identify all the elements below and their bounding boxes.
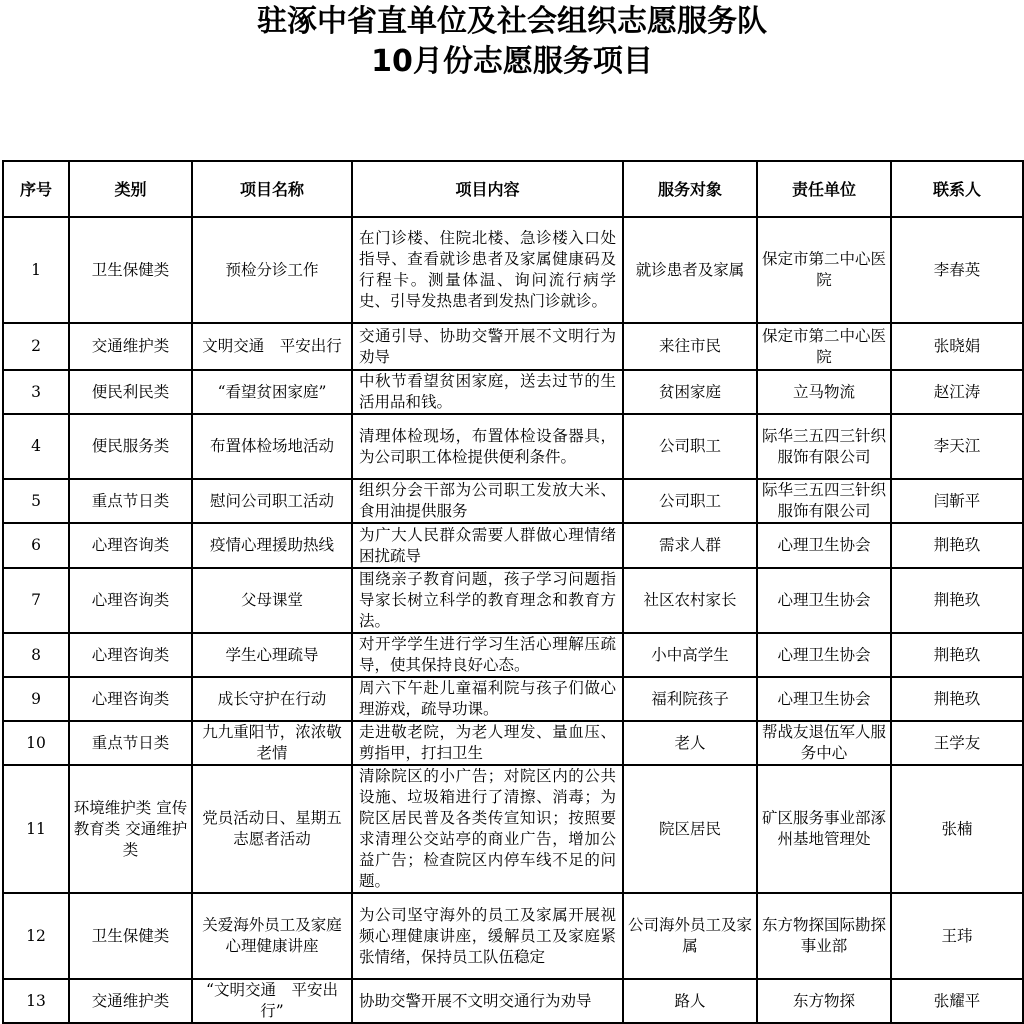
cell-service-target: 需求人群 xyxy=(623,523,757,568)
cell-category: 环境维护类 宣传教育类 交通维护类 xyxy=(69,765,192,893)
cell-no: 4 xyxy=(3,414,69,479)
cell-no: 1 xyxy=(3,217,69,323)
volunteer-projects-table xyxy=(2,160,1024,1024)
table-row xyxy=(3,721,1023,765)
cell-responsible-unit: 心理卫生协会 xyxy=(757,568,891,633)
cell-service-target: 路人 xyxy=(623,979,757,1023)
cell-project-name: 预检分诊工作 xyxy=(192,217,352,323)
cell-contact: 张晓娟 xyxy=(891,323,1023,370)
cell-no: 13 xyxy=(3,979,69,1023)
cell-contact: 李天江 xyxy=(891,414,1023,479)
cell-project-name: 党员活动日、星期五志愿者活动 xyxy=(192,765,352,893)
cell-contact: 荆艳玖 xyxy=(891,677,1023,721)
cell-no: 8 xyxy=(3,633,69,677)
cell-responsible-unit: 保定市第二中心医院 xyxy=(757,217,891,323)
cell-project-name: 学生心理疏导 xyxy=(192,633,352,677)
table-row xyxy=(3,370,1023,414)
cell-service-target: 社区农村家长 xyxy=(623,568,757,633)
cell-project-content: 走进敬老院，为老人理发、量血压、剪指甲，打扫卫生 xyxy=(352,721,623,765)
cell-contact: 李春英 xyxy=(891,217,1023,323)
header-project-name: 项目名称 xyxy=(192,161,352,217)
cell-service-target: 来往市民 xyxy=(623,323,757,370)
cell-no: 3 xyxy=(3,370,69,414)
cell-project-content: 为广大人民群众需要人群做心理情绪困扰疏导 xyxy=(352,523,623,568)
table-row xyxy=(3,765,1023,893)
cell-service-target: 公司职工 xyxy=(623,479,757,523)
cell-project-name: 父母课堂 xyxy=(192,568,352,633)
header-no: 序号 xyxy=(3,161,69,217)
cell-project-name: “文明交通 平安出行” xyxy=(192,979,352,1023)
table-row xyxy=(3,523,1023,568)
cell-no: 11 xyxy=(3,765,69,893)
cell-project-content: 围绕亲子教育问题，孩子学习问题指导家长树立科学的教育理念和教育方法。 xyxy=(352,568,623,633)
cell-no: 5 xyxy=(3,479,69,523)
cell-service-target: 就诊患者及家属 xyxy=(623,217,757,323)
cell-project-content: 为公司坚守海外的员工及家属开展视频心理健康讲座，缓解员工及家庭紧张情绪，保持员工队伍稳定 xyxy=(352,893,623,979)
cell-project-content: 周六下午赴儿童福利院与孩子们做心理游戏，疏导功课。 xyxy=(352,677,623,721)
cell-project-name: “看望贫困家庭” xyxy=(192,370,352,414)
cell-category: 卫生保健类 xyxy=(69,893,192,979)
table-row xyxy=(3,217,1023,323)
cell-category: 卫生保健类 xyxy=(69,217,192,323)
cell-category: 心理咨询类 xyxy=(69,677,192,721)
cell-service-target: 公司海外员工及家属 xyxy=(623,893,757,979)
cell-category: 交通维护类 xyxy=(69,323,192,370)
cell-category: 心理咨询类 xyxy=(69,633,192,677)
cell-contact: 荆艳玖 xyxy=(891,633,1023,677)
cell-contact: 王学友 xyxy=(891,721,1023,765)
cell-contact: 赵江涛 xyxy=(891,370,1023,414)
header-responsible-unit: 责任单位 xyxy=(757,161,891,217)
cell-category: 重点节日类 xyxy=(69,479,192,523)
cell-no: 2 xyxy=(3,323,69,370)
cell-responsible-unit: 心理卫生协会 xyxy=(757,633,891,677)
cell-service-target: 院区居民 xyxy=(623,765,757,893)
cell-service-target: 贫困家庭 xyxy=(623,370,757,414)
cell-project-content: 在门诊楼、住院北楼、急诊楼入口处指导、查看就诊患者及家属健康码及行程卡。测量体温、询问流行病学史、引导发热患者到发热门诊就诊。 xyxy=(352,217,623,323)
header-project-content: 项目内容 xyxy=(352,161,623,217)
cell-project-name: 关爱海外员工及家庭心理健康讲座 xyxy=(192,893,352,979)
cell-project-name: 慰问公司职工活动 xyxy=(192,479,352,523)
cell-contact: 王玮 xyxy=(891,893,1023,979)
cell-project-content: 协助交警开展不文明交通行为劝导 xyxy=(352,979,623,1023)
table-row xyxy=(3,979,1023,1023)
cell-project-name: 疫情心理援助热线 xyxy=(192,523,352,568)
table-row xyxy=(3,479,1023,523)
document-title: 驻涿中省直单位及社会组织志愿服务队 xyxy=(257,4,767,39)
table-row xyxy=(3,414,1023,479)
cell-category: 心理咨询类 xyxy=(69,568,192,633)
cell-service-target: 公司职工 xyxy=(623,414,757,479)
cell-project-name: 九九重阳节，浓浓敬老情 xyxy=(192,721,352,765)
cell-category: 交通维护类 xyxy=(69,979,192,1023)
cell-responsible-unit: 矿区服务事业部涿州基地管理处 xyxy=(757,765,891,893)
cell-project-name: 布置体检场地活动 xyxy=(192,414,352,479)
cell-responsible-unit: 东方物探国际勘探事业部 xyxy=(757,893,891,979)
cell-category: 便民服务类 xyxy=(69,414,192,479)
cell-responsible-unit: 际华三五四三针织服饰有限公司 xyxy=(757,414,891,479)
header-contact: 联系人 xyxy=(891,161,1023,217)
cell-project-name: 文明交通 平安出行 xyxy=(192,323,352,370)
cell-responsible-unit: 际华三五四三针织服饰有限公司 xyxy=(757,479,891,523)
cell-service-target: 福利院孩子 xyxy=(623,677,757,721)
cell-responsible-unit: 心理卫生协会 xyxy=(757,523,891,568)
cell-project-content: 中秋节看望贫困家庭，送去过节的生活用品和钱。 xyxy=(352,370,623,414)
cell-project-content: 组织分会干部为公司职工发放大米、食用油提供服务 xyxy=(352,479,623,523)
cell-category: 便民利民类 xyxy=(69,370,192,414)
cell-responsible-unit: 立马物流 xyxy=(757,370,891,414)
cell-contact: 闫靳平 xyxy=(891,479,1023,523)
cell-responsible-unit: 保定市第二中心医院 xyxy=(757,323,891,370)
cell-contact: 荆艳玖 xyxy=(891,523,1023,568)
cell-service-target: 老人 xyxy=(623,721,757,765)
cell-contact: 张楠 xyxy=(891,765,1023,893)
table-row xyxy=(3,677,1023,721)
cell-project-name: 成长守护在行动 xyxy=(192,677,352,721)
cell-responsible-unit: 东方物探 xyxy=(757,979,891,1023)
table-row xyxy=(3,633,1023,677)
cell-no: 12 xyxy=(3,893,69,979)
cell-responsible-unit: 帮战友退伍军人服务中心 xyxy=(757,721,891,765)
cell-project-content: 对开学学生进行学习生活心理解压疏导，使其保持良好心态。 xyxy=(352,633,623,677)
cell-category: 心理咨询类 xyxy=(69,523,192,568)
cell-responsible-unit: 心理卫生协会 xyxy=(757,677,891,721)
table-row xyxy=(3,893,1023,979)
cell-no: 10 xyxy=(3,721,69,765)
cell-service-target: 小中高学生 xyxy=(623,633,757,677)
cell-project-content: 交通引导、协助交警开展不文明行为劝导 xyxy=(352,323,623,370)
header-category: 类别 xyxy=(69,161,192,217)
cell-project-content: 清除院区的小广告；对院区内的公共设施、垃圾箱进行了清擦、消毒；为院区居民普及各类传宣知识；按照要求清理公交站亭的商业广告，增加公益广告；检查院区内停车线不足的问题。 xyxy=(352,765,623,893)
header-service-target: 服务对象 xyxy=(623,161,757,217)
cell-no: 9 xyxy=(3,677,69,721)
cell-no: 6 xyxy=(3,523,69,568)
cell-project-content: 清理体检现场，布置体检设备器具，为公司职工体检提供便利条件。 xyxy=(352,414,623,479)
cell-category: 重点节日类 xyxy=(69,721,192,765)
table-header-row xyxy=(3,161,1023,217)
table-row xyxy=(3,323,1023,370)
cell-no: 7 xyxy=(3,568,69,633)
cell-contact: 张耀平 xyxy=(891,979,1023,1023)
table-row xyxy=(3,568,1023,633)
document-subtitle: 10月份志愿服务项目 xyxy=(371,44,653,79)
cell-contact: 荆艳玖 xyxy=(891,568,1023,633)
